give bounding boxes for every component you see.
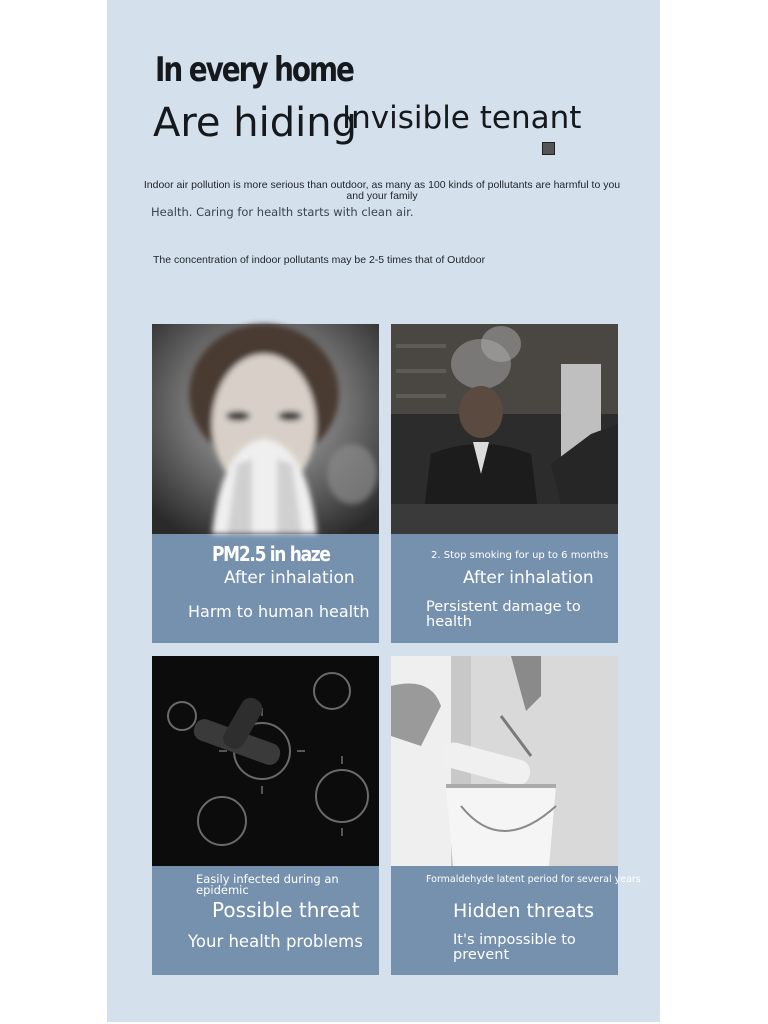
paint-roller-icon xyxy=(391,656,618,866)
card-line-1: After inhalation xyxy=(463,568,594,588)
card-pm25 xyxy=(152,324,379,643)
card-line-1: Possible threat xyxy=(212,898,360,922)
headline-line-2-continued: Invisible tenant xyxy=(342,100,582,136)
headline-line-2: Are hiding xyxy=(153,100,357,146)
card-heading: Easily infected during an epidemic xyxy=(196,872,339,897)
man-smoking-icon xyxy=(391,324,618,534)
person-covering-face-icon xyxy=(152,324,379,534)
card-line-1: After inhalation xyxy=(224,568,355,588)
card-line-2: Harm to human health xyxy=(188,602,370,621)
card-smoking xyxy=(391,324,618,643)
intro-paragraph: Indoor air pollution is more serious than outdoor, as many as 100 kinds of pollutants are harmful to you and your family xyxy=(143,179,621,202)
concentration-note: The concentration of indoor pollutants may be 2-5 times that of Outdoor xyxy=(153,254,486,266)
card-line-2: It's impossible to prevent xyxy=(453,932,576,963)
card-epidemic xyxy=(152,656,379,975)
card-heading: 2. Stop smoking for up to 6 months xyxy=(431,550,609,561)
card-line-2: Your health problems xyxy=(188,932,363,951)
card-heading: PM2.5 in haze xyxy=(212,542,330,566)
card-line-1: Hidden threats xyxy=(453,900,595,922)
card-heading: Formaldehyde latent period for several years xyxy=(426,874,641,885)
poster-page xyxy=(107,0,660,1022)
card-line-2: Persistent damage to health xyxy=(426,599,581,630)
card-formaldehyde xyxy=(391,656,641,975)
virus-icon xyxy=(152,656,379,866)
small-image-icon xyxy=(542,142,555,155)
headline-line-1: In every home xyxy=(155,50,353,90)
intro-health-line: Health. Caring for health starts with clean air. xyxy=(151,205,414,219)
